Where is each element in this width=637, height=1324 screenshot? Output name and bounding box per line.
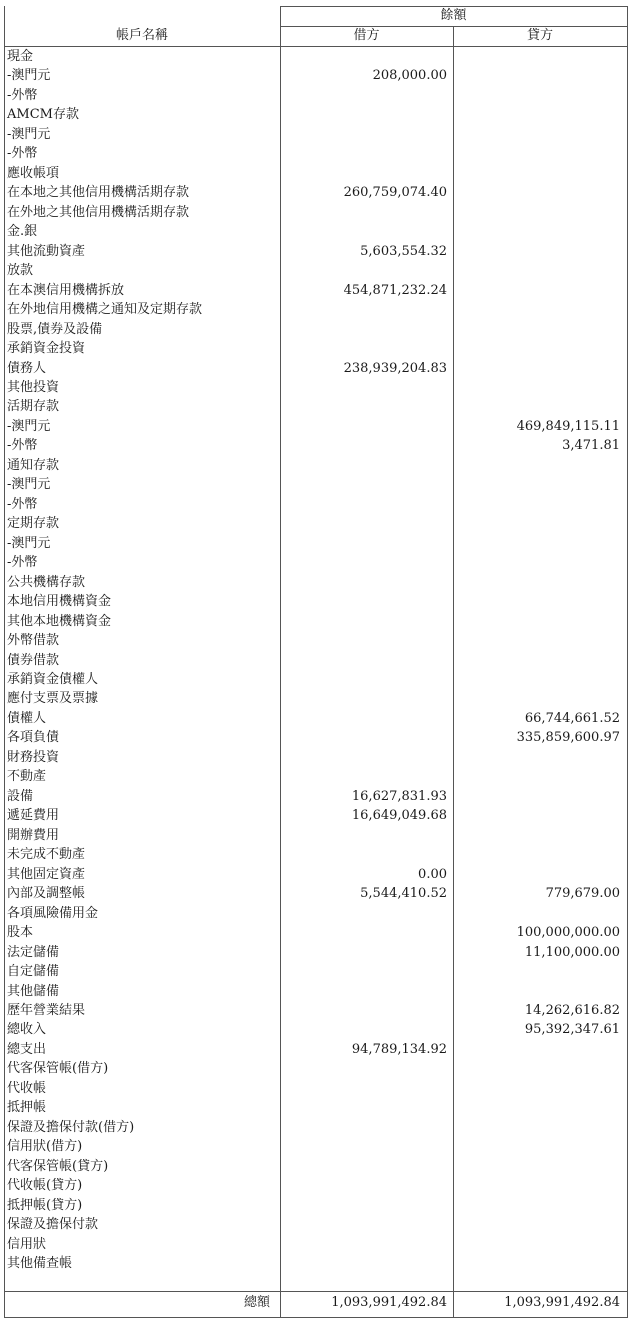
row-debit: 0.00 [418, 866, 447, 882]
trial-balance-table [4, 6, 628, 1318]
table-row [4, 806, 628, 825]
table-row [4, 475, 628, 494]
row-name: -澳門元 [7, 126, 51, 142]
table-row [4, 1040, 628, 1059]
row-name: 信用狀 [7, 1236, 47, 1252]
row-name: 承銷資金投資 [7, 341, 86, 357]
row-name: -外幣 [7, 146, 38, 162]
table-row [4, 1157, 628, 1176]
table-row [4, 242, 628, 261]
row-name: 應付支票及票據 [7, 691, 99, 707]
totals-credit: 1,093,991,492.84 [504, 1295, 620, 1310]
table-row [4, 670, 628, 689]
table-row [4, 592, 628, 611]
table-row [4, 1196, 628, 1215]
header-balance: 餘額 [440, 8, 467, 23]
row-name: -澳門元 [7, 68, 51, 84]
table-row [4, 748, 628, 767]
table-row [4, 281, 628, 300]
row-name: 在外地之其他信用機構活期存款 [7, 204, 190, 220]
table-row [4, 183, 628, 202]
row-name: 其他投資 [7, 379, 60, 395]
row-credit: 3,471.81 [562, 438, 620, 454]
table-row [4, 125, 628, 144]
table-row [4, 904, 628, 923]
row-name: 遞延費用 [7, 808, 60, 824]
table-row [4, 1176, 628, 1195]
row-name: 代收帳(貸方) [7, 1178, 83, 1194]
row-name: 在本澳信用機構拆放 [7, 282, 125, 298]
table-row [4, 1059, 628, 1078]
table-row [4, 865, 628, 884]
table-row [4, 514, 628, 533]
row-name: 設備 [7, 788, 34, 804]
totals-debit: 1,093,991,492.84 [331, 1295, 447, 1310]
row-name: 未完成不動產 [7, 847, 86, 863]
row-credit: 100,000,000.00 [516, 925, 620, 941]
row-name: 開辦費用 [7, 827, 60, 843]
table-row [4, 66, 628, 85]
table-row [4, 456, 628, 475]
table-bottom-line [4, 1317, 628, 1318]
table-row [4, 359, 628, 378]
row-credit: 11,100,000.00 [524, 944, 620, 960]
table-row [4, 826, 628, 845]
row-debit: 238,939,204.83 [343, 360, 447, 376]
row-name: 外幣借款 [7, 633, 60, 649]
row-name: 各項負債 [7, 730, 60, 746]
table-row [4, 495, 628, 514]
table-row [4, 982, 628, 1001]
table-row [4, 845, 628, 864]
row-name: 通知存款 [7, 457, 60, 473]
row-name: 代客保管帳(貸方) [7, 1158, 109, 1174]
row-name: 金.銀 [7, 224, 38, 240]
table-row [4, 86, 628, 105]
row-name: 債券借款 [7, 652, 60, 668]
row-debit: 94,789,134.92 [351, 1041, 447, 1057]
row-name: 各項風險備用金 [7, 905, 99, 921]
row-name: 代收帳 [7, 1080, 47, 1096]
table-row [4, 651, 628, 670]
row-name: 在外地信用機構之通知及定期存款 [7, 302, 203, 318]
table-row [4, 300, 628, 319]
row-credit: 469,849,115.11 [516, 418, 620, 434]
table-row [4, 339, 628, 358]
header-credit: 貸方 [526, 28, 553, 43]
row-credit: 95,392,347.61 [524, 1022, 620, 1038]
table-row [4, 203, 628, 222]
table-row [4, 709, 628, 728]
table-row [4, 1001, 628, 1020]
row-name: 定期存款 [7, 516, 60, 532]
table-row [4, 222, 628, 241]
row-name: 內部及調整帳 [7, 886, 86, 902]
table-row [4, 767, 628, 786]
row-name: 股票,債券及設備 [7, 321, 103, 337]
row-name: 在本地之其他信用機構活期存款 [7, 185, 190, 201]
table-row [4, 1137, 628, 1156]
row-debit: 5,544,410.52 [360, 886, 447, 902]
row-debit: 16,627,831.93 [351, 788, 447, 804]
table-row [4, 553, 628, 572]
table-row [4, 612, 628, 631]
row-debit: 454,871,232.24 [343, 282, 447, 298]
table-row [4, 378, 628, 397]
row-name: 代客保管帳(借方) [7, 1061, 109, 1077]
row-credit: 66,744,661.52 [524, 710, 620, 726]
table-row [4, 787, 628, 806]
table-row [4, 1254, 628, 1273]
totals-label: 總額 [244, 1295, 271, 1310]
table-row [4, 417, 628, 436]
table-row [4, 884, 628, 903]
table-row [4, 1215, 628, 1234]
table-row [4, 573, 628, 592]
table-row [4, 436, 628, 455]
row-name: -澳門元 [7, 535, 51, 551]
row-name: 其他儲備 [7, 983, 60, 999]
row-credit: 14,262,616.82 [524, 1002, 620, 1018]
row-credit: 335,859,600.97 [516, 730, 620, 746]
table-row [4, 105, 628, 124]
row-name: 財務投資 [7, 749, 60, 765]
row-name: 自定儲備 [7, 964, 60, 980]
row-name: 抵押帳 [7, 1100, 47, 1116]
row-name: 債務人 [7, 360, 47, 376]
table-row [4, 923, 628, 942]
table-row [4, 1020, 628, 1039]
row-debit: 208,000.00 [372, 68, 447, 84]
table-row [4, 943, 628, 962]
row-name: 不動產 [7, 769, 47, 785]
table-row [4, 1079, 628, 1098]
table-row [4, 261, 628, 280]
row-name: 保證及擔保付款 [7, 1217, 99, 1233]
table-row [4, 631, 628, 650]
row-name: AMCM存款 [7, 107, 79, 123]
row-name: 法定儲備 [7, 944, 60, 960]
row-name: 活期存款 [7, 399, 60, 415]
row-debit: 260,759,074.40 [343, 185, 447, 201]
row-name: -外幣 [7, 438, 38, 454]
row-name: 總支出 [7, 1041, 47, 1057]
row-name: 其他流動資產 [7, 243, 86, 259]
table-row [4, 962, 628, 981]
table-row [4, 1098, 628, 1117]
row-name: 現金 [7, 49, 34, 64]
row-name: -澳門元 [7, 477, 51, 493]
row-name: 放款 [7, 263, 34, 279]
header-debit: 借方 [353, 28, 380, 43]
row-name: 其他備查帳 [7, 1256, 73, 1272]
table-row [4, 689, 628, 708]
row-name: -澳門元 [7, 418, 51, 434]
table-row [4, 47, 628, 66]
table-row [4, 728, 628, 747]
row-name: 抵押帳(貸方) [7, 1197, 83, 1213]
table-row [4, 144, 628, 163]
row-name: 公共機構存款 [7, 574, 86, 590]
row-name: 承銷資金債權人 [7, 672, 99, 687]
header-account-name: 帳戶名稱 [115, 28, 168, 43]
row-credit: 779,679.00 [545, 886, 620, 902]
row-name: -外幣 [7, 87, 38, 103]
row-name: -外幣 [7, 555, 38, 571]
row-name: 總收入 [7, 1022, 47, 1038]
table-row [4, 397, 628, 416]
table-row [4, 1235, 628, 1254]
table-row [4, 164, 628, 183]
row-name: 其他固定資產 [7, 866, 86, 882]
row-name: 其他本地機構資金 [7, 613, 112, 629]
row-name: 本地信用機構資金 [7, 594, 112, 610]
table-row [4, 534, 628, 553]
row-debit: 5,603,554.32 [360, 243, 447, 259]
row-name: 保證及擔保付款(借方) [7, 1119, 135, 1135]
row-name: -外幣 [7, 496, 38, 512]
row-name: 信用狀(借方) [7, 1139, 83, 1155]
table-row [4, 320, 628, 339]
table-body [4, 47, 628, 1274]
row-debit: 16,649,049.68 [351, 808, 447, 824]
row-name: 應收帳項 [7, 165, 60, 181]
table-row [4, 1118, 628, 1137]
row-name: 歷年營業結果 [7, 1002, 86, 1018]
row-name: 股本 [7, 925, 34, 941]
row-name: 債權人 [7, 710, 47, 726]
